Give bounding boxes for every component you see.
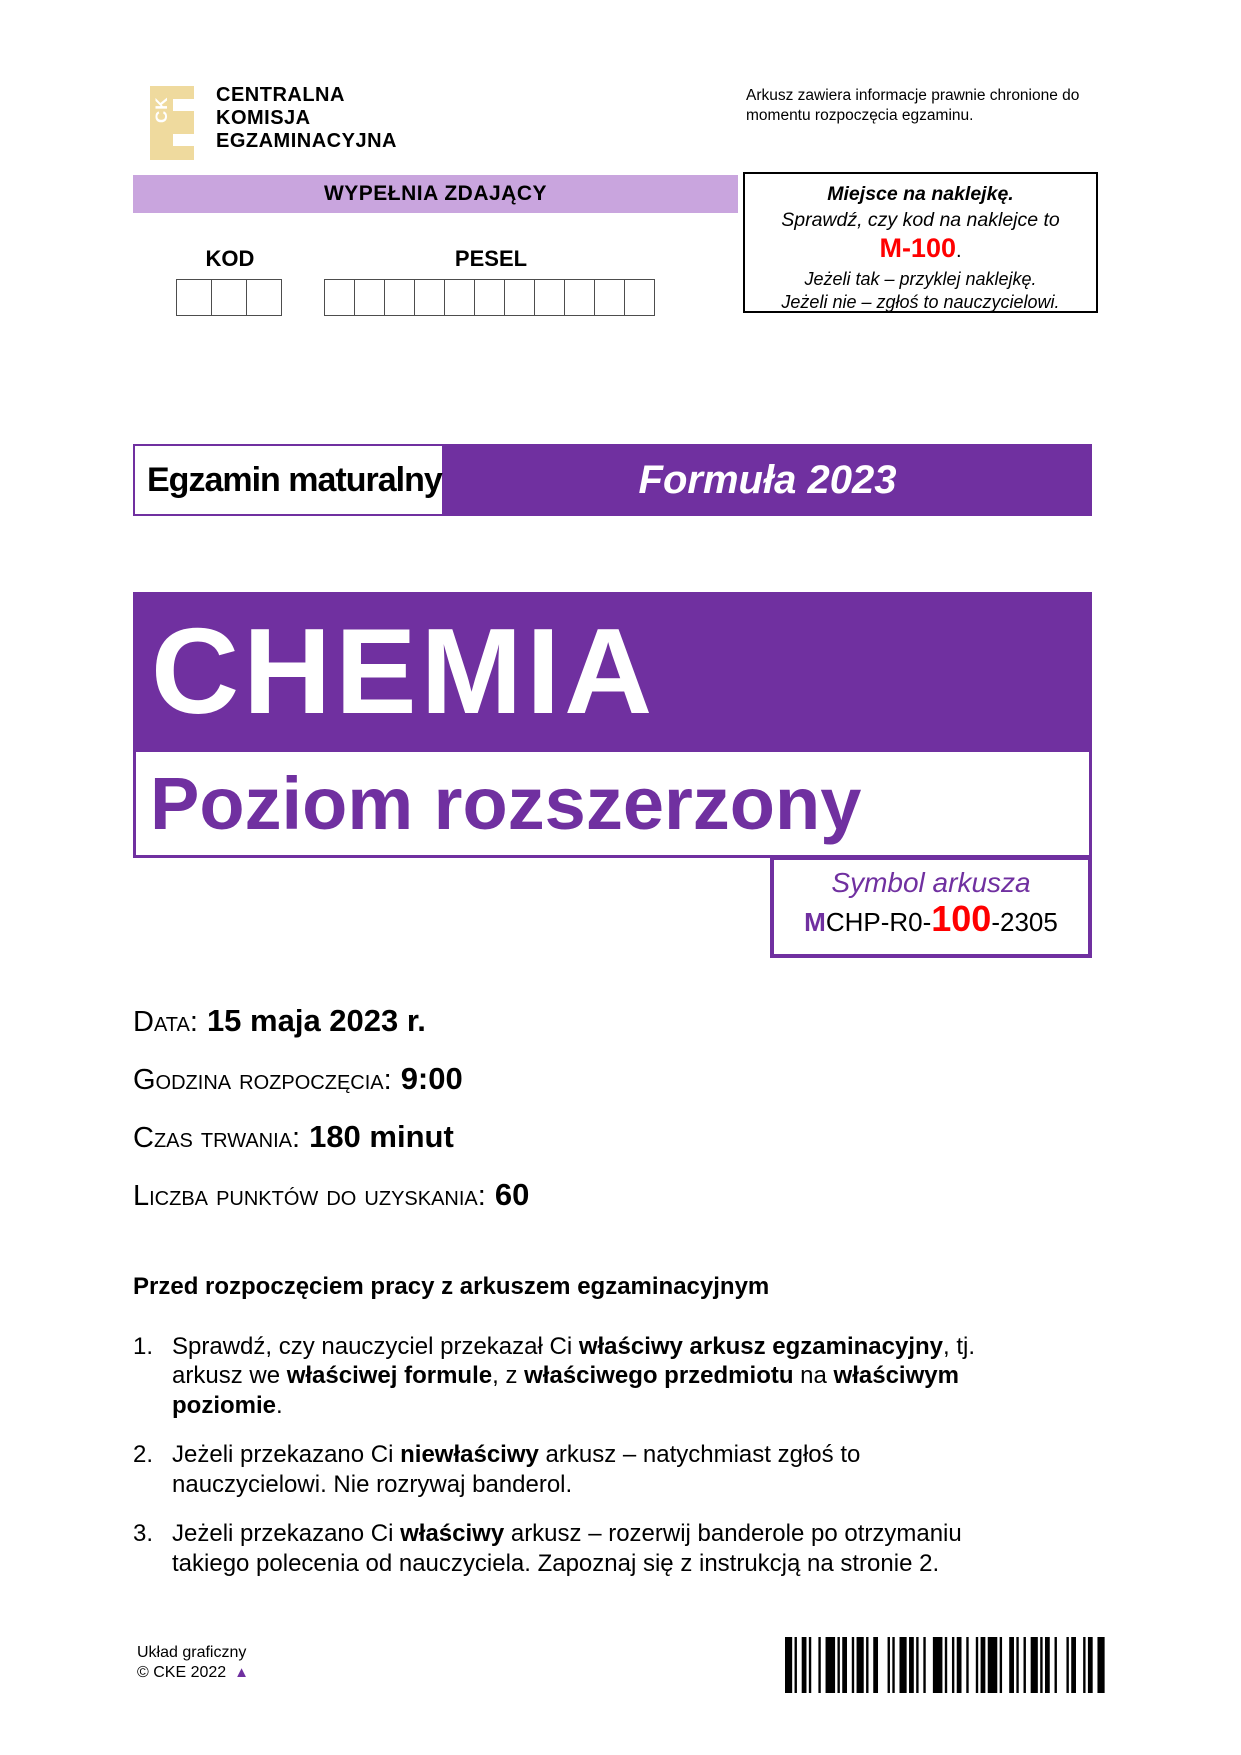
subject-level: Poziom rozszerzony xyxy=(133,749,1092,858)
cke-logo xyxy=(150,86,194,160)
pesel-cell[interactable] xyxy=(324,279,355,316)
detail-row-max-points xyxy=(133,1177,529,1221)
sheet-symbol-prefix: M xyxy=(804,907,826,937)
subject-title: CHEMIA xyxy=(133,592,1092,749)
exam-name: Egzamin maturalny xyxy=(147,460,442,499)
pesel-cell[interactable] xyxy=(534,279,565,316)
instruction-item xyxy=(133,1519,1017,1578)
kod-cell[interactable] xyxy=(211,279,247,316)
footer-line1: Układ graficzny xyxy=(137,1644,247,1661)
pesel-cell[interactable] xyxy=(474,279,505,316)
exam-details xyxy=(133,1003,529,1235)
pesel-cell[interactable] xyxy=(594,279,625,316)
footer-line2 xyxy=(137,1663,249,1683)
kod-boxes xyxy=(177,279,282,316)
detail-value: 60 xyxy=(494,1177,530,1212)
detail-label: Liczba punktów do uzyskania: xyxy=(133,1180,486,1212)
sheet-symbol-code xyxy=(774,898,1088,940)
pesel-cell[interactable] xyxy=(504,279,535,316)
sheet-symbol-part2: -2305 xyxy=(991,907,1058,937)
instruction-number: 2. xyxy=(133,1441,154,1468)
detail-row-date xyxy=(133,1003,529,1047)
formula-badge: Formuła 2023 xyxy=(638,457,897,502)
legal-notice: Arkusz zawiera informacje prawnie chronione do momentu rozpoczęcia egzaminu. xyxy=(746,87,1080,124)
pesel-cell[interactable] xyxy=(564,279,595,316)
sheet-symbol-label: Symbol arkusza xyxy=(831,867,1031,898)
pesel-cell[interactable] xyxy=(444,279,475,316)
instruction-number: 1. xyxy=(133,1332,154,1360)
detail-value: 9:00 xyxy=(400,1061,463,1096)
sheet-symbol-part1: CHP-R0- xyxy=(825,907,932,937)
detail-row-duration xyxy=(133,1119,529,1163)
detail-value: 180 minut xyxy=(309,1119,454,1154)
instruction-text: Jeżeli przekazano Ci niewłaściwy arkusz – natychmiast zgłoś to nauczycielowi. Nie rozrywaj banderol. xyxy=(172,1441,861,1498)
instruction-item xyxy=(133,1440,1017,1499)
exam-name-box xyxy=(135,446,445,514)
kod-cell[interactable] xyxy=(246,279,282,316)
sticker-check-line: Sprawdź, czy kod na naklejce to xyxy=(781,209,1060,231)
org-name xyxy=(216,84,397,153)
instruction-text: Jeżeli przekazano Ci właściwy arkusz – rozerwij banderole po otrzymaniu takiego polecenia od nauczyciela. Zapoznaj się z instrukcją na stronie 2. xyxy=(172,1520,962,1577)
fill-bar: WYPEŁNIA ZDAJĄCY xyxy=(133,175,738,213)
instruction-text: Sprawdź, czy nauczyciel przekazał Ci właściwy arkusz egzaminacyjny, tj. arkusz we właściwej formule, z właściwego przedmiotu na właściwym poziomie. xyxy=(172,1332,976,1419)
org-name-line: KOMISJA xyxy=(216,107,311,129)
sticker-box xyxy=(743,172,1098,313)
instructions-section xyxy=(133,1272,1017,1598)
pesel-cell[interactable] xyxy=(624,279,655,316)
sticker-title: Miejsce na naklejkę. xyxy=(827,183,1014,205)
sticker-code: M-100 xyxy=(879,233,956,263)
pesel-cell[interactable] xyxy=(414,279,445,316)
exam-banner xyxy=(133,444,1092,516)
detail-label: Data: xyxy=(133,1006,198,1038)
cke-logo-icon xyxy=(150,86,194,160)
pesel-cell[interactable] xyxy=(354,279,385,316)
org-name-line: EGZAMINACYJNA xyxy=(216,130,397,152)
detail-row-start-time xyxy=(133,1061,529,1105)
triangle-icon: ▲ xyxy=(234,1663,250,1681)
footer-copyright: © CKE 2022 xyxy=(137,1663,227,1681)
sheet-symbol-box xyxy=(770,856,1092,958)
detail-label: Godzina rozpoczęcia: xyxy=(133,1064,392,1096)
sticker-if-yes: Jeżeli tak – przyklej naklejkę. xyxy=(804,269,1037,289)
pesel-label: PESEL xyxy=(454,246,528,271)
pesel-boxes xyxy=(325,279,655,316)
instruction-item xyxy=(133,1332,1017,1421)
org-name-line: CENTRALNA xyxy=(216,84,345,106)
sheet-symbol-highlight: 100 xyxy=(931,898,992,939)
detail-value: 15 maja 2023 r. xyxy=(206,1003,426,1038)
instruction-number: 3. xyxy=(133,1520,154,1547)
sticker-code-row xyxy=(745,233,1096,268)
kod-cell[interactable] xyxy=(176,279,212,316)
detail-label: Czas trwania: xyxy=(133,1122,301,1154)
sticker-if-no: Jeżeli nie – zgłoś to nauczycielowi. xyxy=(781,292,1060,312)
instructions-heading: Przed rozpoczęciem pracy z arkuszem egzaminacyjnym xyxy=(133,1273,770,1300)
barcode xyxy=(785,1637,1107,1693)
svg-text:CK: CK xyxy=(152,96,171,123)
sticker-code-suffix: . xyxy=(955,240,962,262)
footer-note xyxy=(137,1643,249,1682)
pesel-cell[interactable] xyxy=(384,279,415,316)
kod-label: KOD xyxy=(205,246,255,271)
